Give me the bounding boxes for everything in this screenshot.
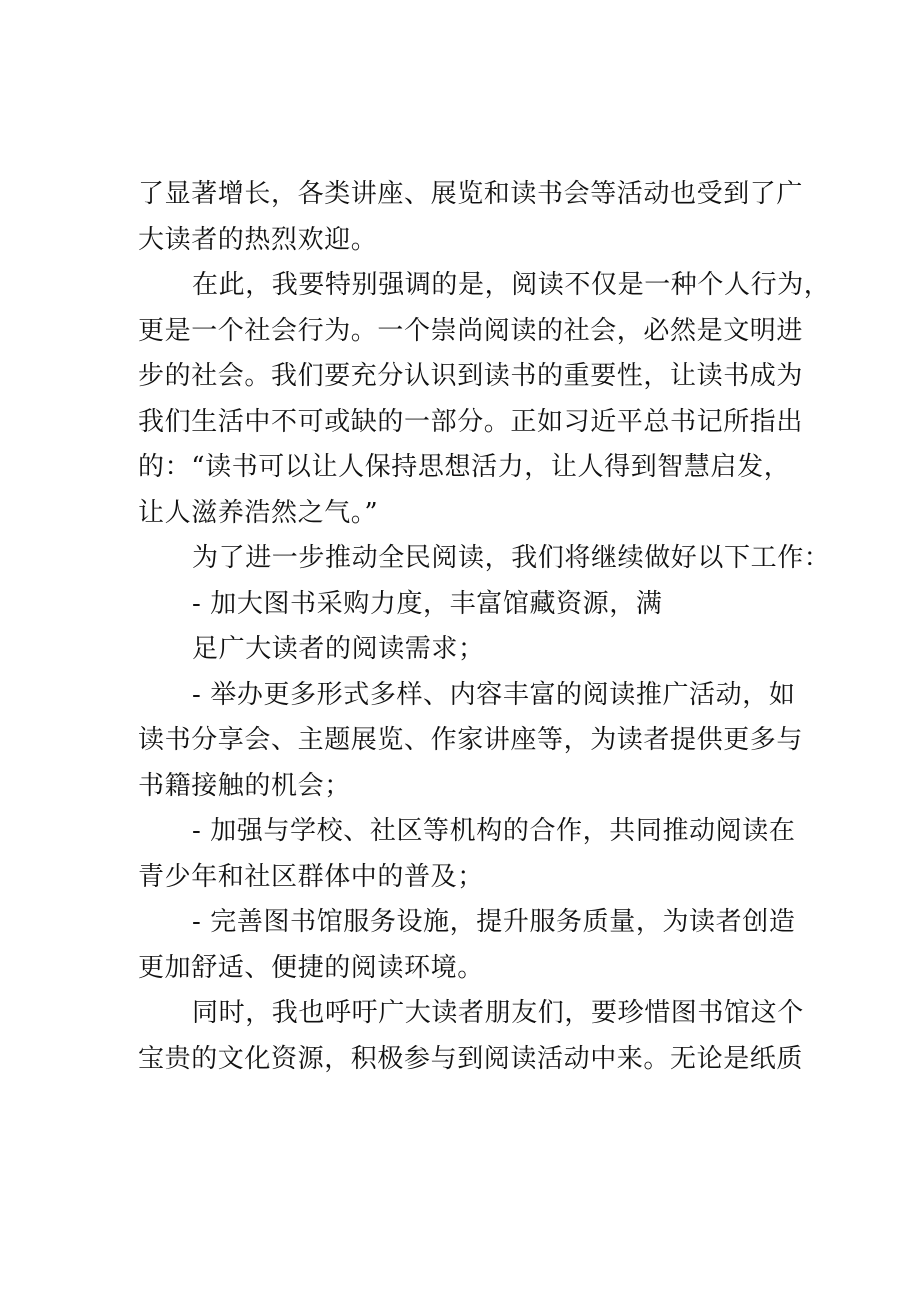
text-line: 在此，我要特别强调的是，阅读不仅是一种个人行为， bbox=[192, 270, 831, 300]
document-body bbox=[138, 172, 831, 1082]
text-line: 足广大读者的阅读需求； bbox=[192, 634, 485, 664]
text-line: 读书分享会、主题展览、作家讲座等，为读者提供更多与 bbox=[138, 725, 804, 755]
text-line: - 加强与学校、社区等机构的合作，共同推动阅读在 bbox=[192, 816, 796, 846]
text-line: 为了进一步推动全民阅读，我们将继续做好以下工作： bbox=[192, 543, 831, 573]
text-line: 同时，我也呼吁广大读者朋友们，要珍惜图书馆这个 bbox=[192, 998, 804, 1028]
text-line: 让人滋养浩然之气。” bbox=[138, 497, 379, 528]
text-line: 大读者的热烈欢迎。 bbox=[138, 224, 378, 255]
text-line: 青少年和社区群体中的普及； bbox=[138, 861, 484, 892]
text-line: - 加大图书采购力度，丰富馆藏资源，满 bbox=[192, 588, 663, 619]
text-line: 了显著增长，各类讲座、展览和读书会等活动也受到了广 bbox=[138, 179, 804, 209]
text-line: 步的社会。我们要充分认识到读书的重要性，让读书成为 bbox=[138, 361, 804, 391]
text-line: - 举办更多形式多样、内容丰富的阅读推广活动，如 bbox=[192, 679, 796, 710]
text-line: 宝贵的文化资源，积极参与到阅读活动中来。无论是纸质 bbox=[138, 1043, 804, 1074]
text-line: - 完善图书馆服务设施，提升服务质量，为读者创造 bbox=[192, 907, 796, 937]
text-line: 更加舒适、便捷的阅读环境。 bbox=[138, 952, 484, 983]
text-line: 我们生活中不可或缺的一部分。正如习近平总书记所指出 bbox=[138, 406, 804, 437]
text-line: 的：“读书可以让人保持思想活力，让人得到智慧启发， bbox=[138, 452, 791, 482]
text-line: 更是一个社会行为。一个崇尚阅读的社会，必然是文明进 bbox=[138, 315, 804, 346]
text-line: 书籍接触的机会； bbox=[138, 770, 351, 801]
